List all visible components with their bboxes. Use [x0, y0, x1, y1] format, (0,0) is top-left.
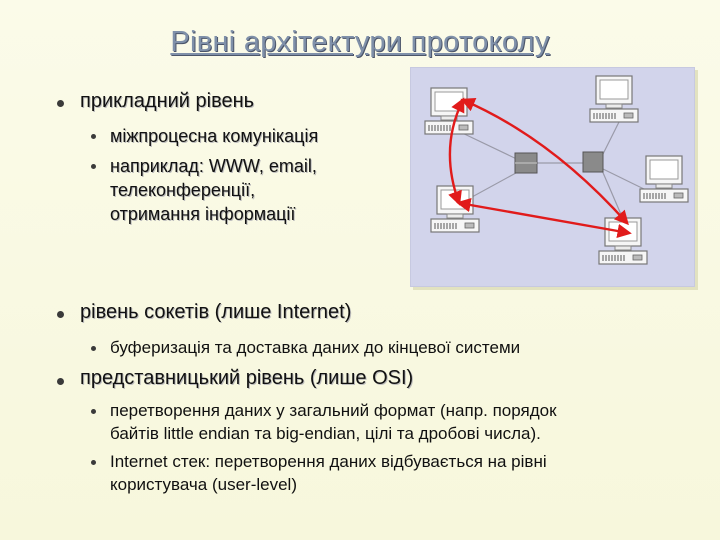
- sub-bullet-dot: [91, 164, 96, 169]
- sub-bullet-dot: [91, 460, 96, 465]
- network-link: [601, 118, 621, 158]
- sub-bullet-dot: [91, 409, 96, 414]
- router-icon: [583, 152, 603, 172]
- computer-icon: [640, 156, 688, 202]
- logical-connection-arrow: [459, 203, 629, 233]
- sub-bullet-text-continued: отримання інформації: [110, 204, 296, 224]
- slide-title: Рівні архітектури протоколу: [170, 26, 550, 58]
- network-diagram: [410, 67, 695, 287]
- sub-bullet-text: Internet стек: перетворення даних відбувається на рівні: [110, 452, 547, 471]
- bullet-application-layer: прикладний рівень: [80, 90, 255, 112]
- network-diagram-svg: [411, 68, 694, 286]
- bullet-dot: [57, 378, 64, 385]
- computer-icon: [590, 76, 638, 122]
- sub-bullet-text: наприклад: WWW, email,: [110, 156, 317, 176]
- sub-bullet-dot: [91, 346, 96, 351]
- sub-bullet-text: перетворення даних у загальний формат (напр. порядок: [110, 401, 557, 420]
- computer-icon: [599, 218, 647, 264]
- sub-bullet-dot: [91, 134, 96, 139]
- sub-bullet-text: міжпроцесна комунікація: [110, 126, 319, 146]
- sub-bullet-text-continued: користувача (user-level): [110, 475, 297, 494]
- network-link: [601, 168, 646, 190]
- sub-bullet-text-continued: телеконференції,: [110, 180, 256, 200]
- sub-bullet-text: буферизація та доставка даних до кінцевої системи: [110, 338, 521, 357]
- computer-icon: [425, 88, 473, 134]
- bullet-dot: [57, 311, 64, 318]
- bullet-dot: [57, 100, 64, 107]
- bullet-presentation-layer: представницький рівень (лише OSI): [80, 367, 414, 389]
- sub-bullet-text-continued: байтів little endian та big-endian, цілі та дробові числа).: [110, 424, 541, 443]
- bullet-socket-layer: рівень сокетів (лише Internet): [80, 301, 352, 323]
